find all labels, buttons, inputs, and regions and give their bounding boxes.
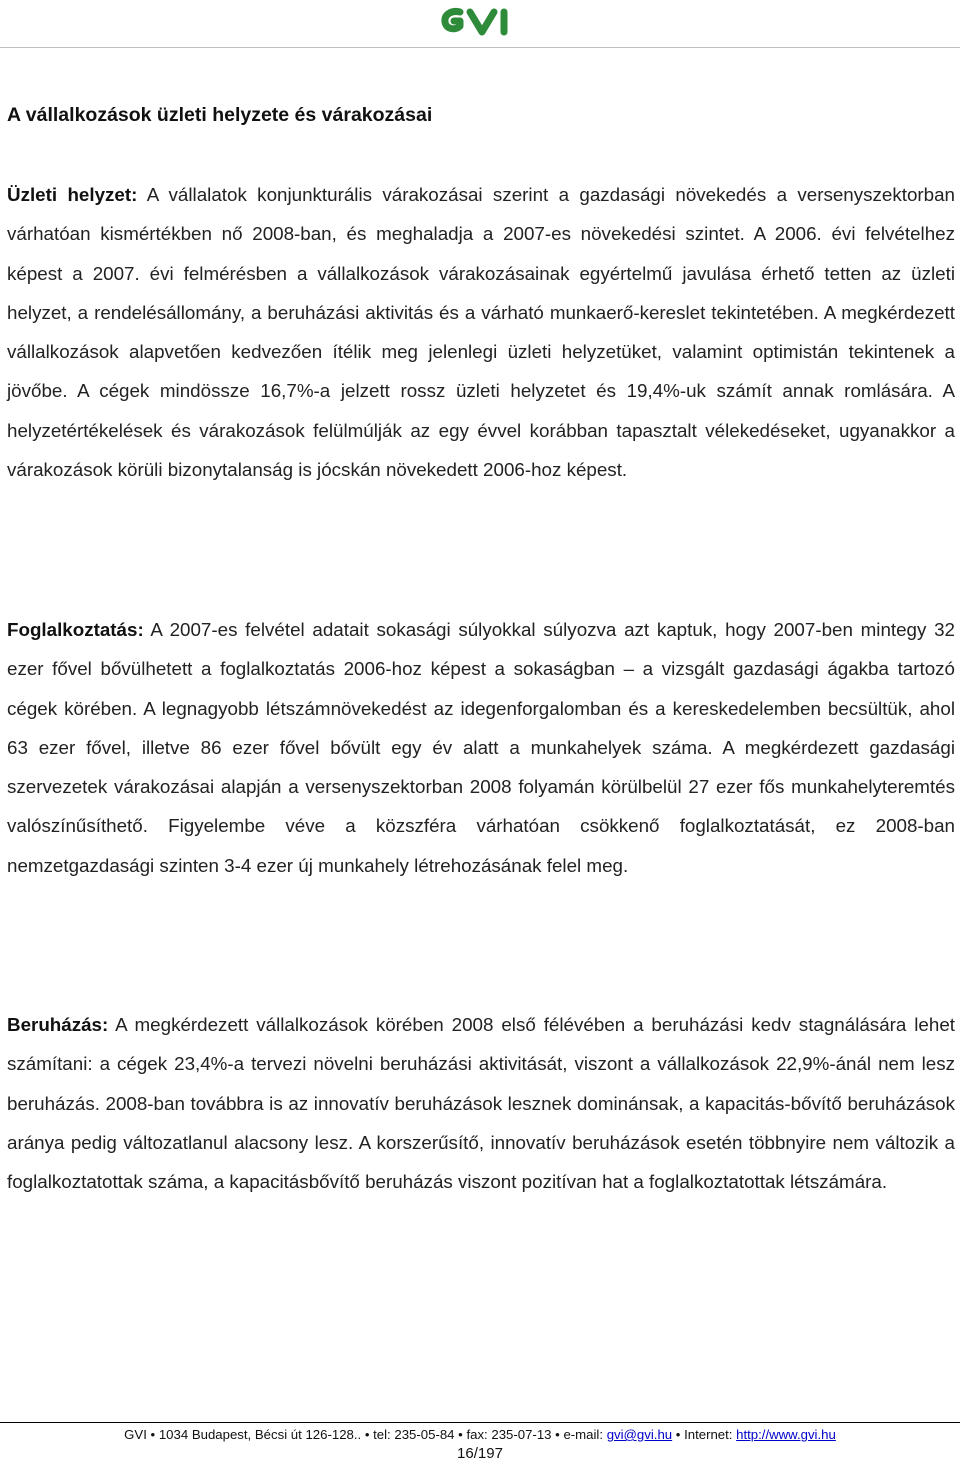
email-link[interactable]: gvi@gvi.hu xyxy=(606,1427,673,1442)
section-heading: Üzleti helyzet: xyxy=(7,184,138,205)
section-body: A megkérdezett vállalkozások körében 2008 első félévében a beruházási kedv stagnálására lehet számítani: a cégek 23,4%-a tervezi növelni beruházási aktivitását, viszont a vállalkozások 22,9%-ánál nem lesz beruházás. 2008-ban továbbra is az innovatív beruházások lesznek dominánsak, a kapacitás-bővítő beruházások aránya pedig változatlanul alacsony lesz. A korszerűsítő, innovatív beruházások esetén többnyire nem változik a foglalkoztatottak száma, a kapacitásbővítő beruházás viszont pozitívan hat a foglalkoztatottak létszámára. xyxy=(7,1014,955,1193)
section-employment xyxy=(7,610,955,885)
footer-contact xyxy=(0,1425,960,1445)
section-investment xyxy=(7,1005,955,1201)
section-heading: Beruházás: xyxy=(7,1014,109,1035)
footer-divider xyxy=(0,1422,960,1423)
footer-address: GVI • 1034 Budapest, Bécsi út 126-128.. • tel: 235-05-84 • fax: 235-07-13 • e-mail: xyxy=(124,1427,607,1442)
page-title: A vállalkozások üzleti helyzete és várakozásai xyxy=(7,104,433,126)
section-business-situation xyxy=(7,175,955,489)
section-body: A 2007-es felvétel adatait sokasági súlyokkal súlyozva azt kaptuk, hogy 2007-ben mintegy 32 ezer fővel bővülhetett a foglalkoztatás 2006-hoz képest a sokaságban – a vizsgált gazdasági ágakba tartozó cégek körében. A legnagyobb létszámnövekedést az idegenforgalomban és a kereskedelemben becsültük, ahol 63 ezer fővel, illetve 86 ezer fővel bővült egy év alatt a munkahelyek száma. A megkérdezett gazdasági szervezetek várakozásai alapján a versenyszektorban 2008 folyamán körülbelül 27 ezer fős munkahelyteremtés valószínűsíthető. Figyelembe véve a közszféra várhatóan csökkenő foglalkoztatását, ez 2008-ban nemzetgazdasági szinten 3-4 ezer új munkahely létrehozásának felel meg. xyxy=(7,619,955,876)
page-number: 16/197 xyxy=(457,1445,503,1462)
gvi-logo xyxy=(438,2,524,40)
section-body: A vállalatok konjunkturális várakozásai szerint a gazdasági növekedés a versenyszektorban várhatóan kismértékben nő 2008-ban, és meghaladja a 2007-es növekedési szintet. A 2006. évi felvételhez képest a 2007. évi felmérésben a vállalkozások várakozásainak egyértelmű javulása érhető tetten az üzleti helyzet, a rendelésállomány, a beruházási aktivitás és a várható munkaerő-kereslet tekintetében. A megkérdezett vállalkozások alapvetően kedvezően ítélik meg jelenlegi üzleti helyzetüket, valamint optimistán tekintenek a jövőbe. A cégek mindössze 16,7%-a jelzett rossz üzleti helyzetet és 19,4%-uk számít annak romlására. A helyzetértékelések és várakozások felülmúlják az egy évvel korábban tapasztalt vélekedéseket, ugyanakkor a várakozások körüli bizonytalanság is jócskán növekedett 2006-hoz képest. xyxy=(7,184,955,481)
footer-internet-label: • Internet: xyxy=(672,1427,737,1442)
header-divider xyxy=(0,47,960,48)
website-link[interactable]: http://www.gvi.hu xyxy=(736,1427,836,1442)
section-heading: Foglalkoztatás: xyxy=(7,619,144,640)
